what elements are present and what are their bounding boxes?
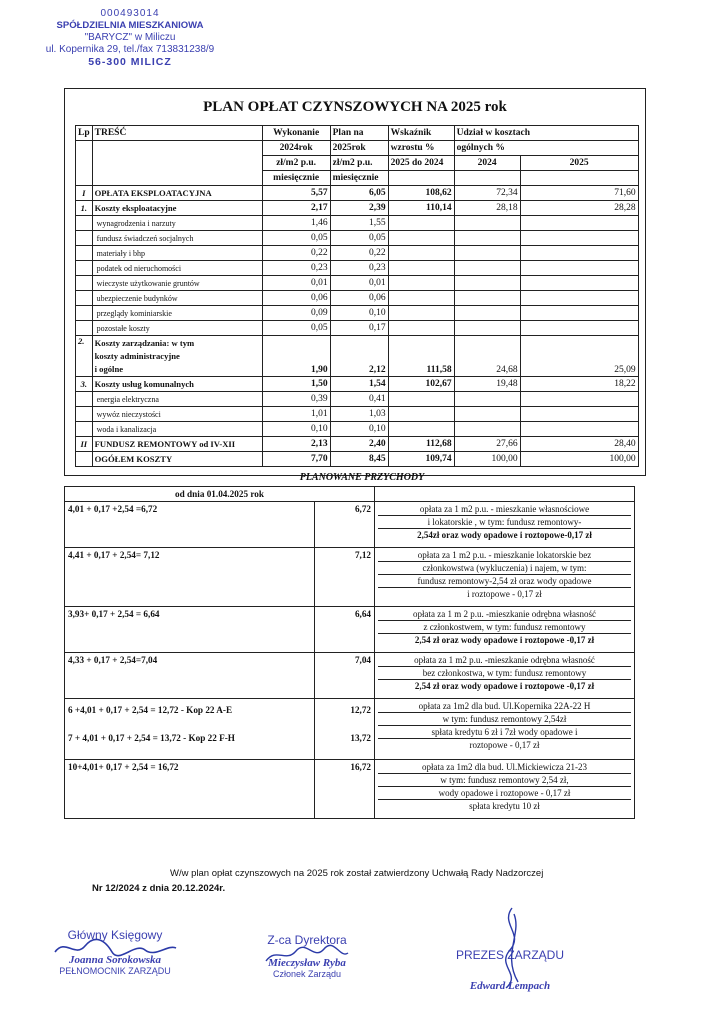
cell-lp: [76, 321, 93, 336]
cell-wsk: [388, 261, 454, 276]
cell-u25: [520, 407, 638, 422]
table-row: [76, 291, 639, 306]
cell-wsk: [388, 231, 454, 246]
header-unit: zł/m2 p.u.: [330, 156, 388, 171]
cost-table: [75, 125, 639, 467]
cell-wsk: [388, 407, 454, 422]
cell-w: 0,01: [262, 276, 330, 291]
signature-role: PREZES ZARZĄDU: [455, 948, 564, 962]
cell-u24: [454, 291, 520, 306]
signature-name: Edward Lempach: [469, 980, 551, 992]
cell-wsk: [388, 246, 454, 261]
cell-wsk: [388, 276, 454, 291]
approval-text: W/w plan opłat czynszowych na 2025 rok został zatwierdzony Uchwałą Rady Nadzorczej: [170, 868, 544, 879]
table-row: [76, 377, 639, 392]
cell-p: 0,01: [330, 276, 388, 291]
cell-p: 0,41: [330, 392, 388, 407]
cell-u24: [454, 276, 520, 291]
cell-p: 1,03: [330, 407, 388, 422]
table-row: [76, 231, 639, 246]
description-line: z członkostwem, w tym: fundusz remontowy: [378, 621, 631, 634]
description-line: wody opadowe i roztopowe - 0,17 zł: [378, 787, 631, 800]
signature-chief-accountant: [40, 928, 190, 976]
cost-plan-box: [64, 88, 646, 476]
cell-lp: 1.: [76, 201, 93, 216]
cell-u25: 28,28: [520, 201, 638, 216]
cell-lp: [76, 306, 93, 321]
cell-name: ubezpieczenie budynków: [92, 291, 262, 306]
description-line: i lokatorskie , w tym: fundusz remontowy-: [378, 516, 631, 529]
handwritten-signature-icon: [50, 936, 180, 960]
description-line: 2,54 zł oraz wody opadowe i roztopowe -0,17 zł: [414, 681, 595, 691]
cell-u25: 28,40: [520, 437, 638, 452]
cell-p: 0,22: [330, 246, 388, 261]
header-tresc: TREŚĆ: [92, 126, 262, 141]
header-wskaznik: Wskaźnik: [388, 126, 454, 141]
cell-u24: [454, 407, 520, 422]
cooperative-stamp: [30, 8, 230, 68]
cell-name: przeglądy kominiarskie: [92, 306, 262, 321]
header-unit: zł/m2 p.u.: [262, 156, 330, 171]
cell-w: 7,70: [262, 452, 330, 467]
cell-lp: [76, 246, 93, 261]
planned-row: [65, 548, 635, 607]
cell-p: 6,05: [330, 186, 388, 201]
signature-role: Z-ca Dyrektora: [267, 933, 347, 947]
table-row: [76, 246, 639, 261]
planned-formula: 3,93+ 0,17 + 2,54 = 6,64: [65, 607, 315, 653]
planned-description: [375, 502, 635, 548]
planned-formula: 4,33 + 0,17 + 2,54=7,04: [65, 653, 315, 699]
cell-w: 0,22: [262, 246, 330, 261]
cell-u24: 27,66: [454, 437, 520, 452]
description-line: opłata za 1m2 dla bud. Ul.Mickiewicza 21-23: [378, 761, 631, 774]
signature-position: PEŁNOMOCNIK ZARZĄDU: [59, 966, 171, 976]
cell-name: Koszty eksploatacyjne: [92, 201, 262, 216]
header-ogolnych: ogólnych %: [454, 141, 638, 156]
signature-position: Członek Zarządu: [272, 969, 342, 979]
cell-w: 1,46: [262, 216, 330, 231]
cell-wsk: [388, 392, 454, 407]
handwritten-signature-icon: [492, 904, 532, 994]
signature-name: Mieczysław Ryba: [268, 957, 346, 969]
cell-w: 2,17: [262, 201, 330, 216]
cell-w: 2,13: [262, 437, 330, 452]
cell-wsk: 112,68: [388, 437, 454, 452]
header-plan: Plan na: [330, 126, 388, 141]
table-row: [76, 321, 639, 336]
cell-u25: [520, 392, 638, 407]
description-line: 2,54zł oraz wody opadowe i roztopowe-0,17 zł: [417, 530, 592, 540]
planned-value: 7,12: [315, 548, 375, 607]
cell-name: podatek od nieruchomości: [92, 261, 262, 276]
cell-lp: [76, 407, 93, 422]
planned-income-table: [64, 486, 635, 819]
table-row: [76, 452, 639, 467]
cell-u24: 28,18: [454, 201, 520, 216]
cell-u24: [454, 246, 520, 261]
table-row: [76, 437, 639, 452]
cell-u24: 19,48: [454, 377, 520, 392]
cell-p: 1,54: [330, 377, 388, 392]
cell-p: 1,55: [330, 216, 388, 231]
signature-role: Główny Księgowy: [67, 928, 163, 942]
description-line: w tym: fundusz remontowy 2,54 zł,: [378, 774, 631, 787]
header-year-2025: 2025: [520, 156, 638, 171]
stamp-city: 56-300 MILICZ: [88, 56, 172, 68]
cell-u24: [454, 392, 520, 407]
planned-row-kopernika: 6 +4,01 + 0,17 + 2,54 = 12,72 - Kop 22 A-E 7 + 4,01 + 0,17 + 2,54 = 13,72 - Kop 22 F-H 12,72 13,72 opłata za 1m2 dla bud. Ul.Kopernika 22A-22 H w tym: fundusz remontowy 2,54zł spłata kredytu 6 zł i 7zł wody opadowe i roztopowe - 0,17 zł: [65, 699, 635, 760]
header-year-2024: 2024: [454, 156, 520, 171]
cell-wsk: 110,14: [388, 201, 454, 216]
table-row: [76, 261, 639, 276]
cell-lp: [76, 276, 93, 291]
cell-p: 0,23: [330, 261, 388, 276]
header-udzial: Udział w kosztach: [454, 126, 638, 141]
cell-lp: [76, 261, 93, 276]
cell-u25: 71,60: [520, 186, 638, 201]
planned-description: [375, 607, 635, 653]
description-line: opłata za 1 m 2 p.u. -mieszkanie odrębna własność: [378, 608, 631, 621]
cell-u25: [520, 306, 638, 321]
planned-value: 6,64: [315, 607, 375, 653]
cell-u24: [454, 261, 520, 276]
cell-lp: II: [76, 437, 93, 452]
description-line: roztopowe - 0,17 zł: [469, 740, 540, 750]
cell-u25: [520, 422, 638, 437]
cell-p: 0,06: [330, 291, 388, 306]
header-wzrostu: wzrostu %: [388, 141, 454, 156]
cell-u24: 72,34: [454, 186, 520, 201]
description-line: spłata kredytu 10 zł: [469, 801, 540, 811]
cell-u25: [520, 291, 638, 306]
approval-resolution: Nr 12/2024 z dnia 20.12.2024r.: [92, 883, 226, 894]
cell-u25: [520, 246, 638, 261]
planned-date: od dnia 01.04.2025 rok: [65, 487, 375, 502]
cell-p: 8,45: [330, 452, 388, 467]
cell-w: 0,23: [262, 261, 330, 276]
description-line: w tym: fundusz remontowy 2,54zł: [378, 713, 631, 726]
cell-name: FUNDUSZ REMONTOWY od IV-XII: [92, 437, 262, 452]
header-lp: Lp: [76, 126, 93, 141]
table-row-management: 2. Koszty zarządzania: w tym koszty administracyjne i ogólne 1,90 2,12 111,58 24,68 25,09: [76, 336, 639, 377]
cell-w: 0,39: [262, 392, 330, 407]
planned-row: [65, 502, 635, 548]
stamp-regon: 000493014: [100, 8, 160, 19]
cell-u24: [454, 216, 520, 231]
planned-formula: 4,01 + 0,17 +2,54 =6,72: [65, 502, 315, 548]
header-wykonanie: Wykonanie: [262, 126, 330, 141]
cell-lp: [76, 422, 93, 437]
cell-p: 2,40: [330, 437, 388, 452]
cell-p: 2,39: [330, 201, 388, 216]
cell-wsk: [388, 422, 454, 437]
cell-lp: 3.: [76, 377, 93, 392]
cell-w: 0,05: [262, 321, 330, 336]
stamp-name2: "BARYCZ" w Miliczu: [84, 32, 176, 43]
planned-income-title: PLANOWANE PRZYCHODY: [299, 472, 425, 483]
description-line: opłata za 1 m2 p.u. - mieszkanie własnościowe: [378, 503, 631, 516]
cell-w: 1,01: [262, 407, 330, 422]
description-line: opłata za 1 m2 p.u. -mieszkanie odrębna własność: [378, 654, 631, 667]
description-line: bez członkostwa, w tym: fundusz remontowy: [378, 667, 631, 680]
planned-date-row: [65, 487, 635, 502]
cell-p: 0,17: [330, 321, 388, 336]
cell-u25: 18,22: [520, 377, 638, 392]
table-row: [76, 407, 639, 422]
cell-u25: [520, 231, 638, 246]
cell-name: pozostałe koszty: [92, 321, 262, 336]
cell-u25: [520, 321, 638, 336]
cell-wsk: 108,62: [388, 186, 454, 201]
cell-name: wieczyste użytkowanie gruntów: [92, 276, 262, 291]
description-line: członkowstwa (wykluczenia) i najem, w tym:: [378, 562, 631, 575]
planned-formula: 4,41 + 0,17 + 2,54= 7,12: [65, 548, 315, 607]
cell-w: 0,10: [262, 422, 330, 437]
table-row: [76, 276, 639, 291]
table-header-row: [76, 126, 639, 141]
cell-name: wywóz nieczystości: [92, 407, 262, 422]
cell-lp: [76, 392, 93, 407]
signature-deputy-director: [232, 933, 382, 979]
description-line: spłata kredytu 6 zł i 7zł wody opadowe i: [378, 726, 631, 739]
cell-lp: [76, 452, 93, 467]
cell-wsk: [388, 321, 454, 336]
planned-description: [375, 548, 635, 607]
description-line: opłata za 1m2 dla bud. Ul.Kopernika 22A-22 H: [378, 700, 631, 713]
cell-u25: [520, 261, 638, 276]
cell-u24: 100,00: [454, 452, 520, 467]
cell-wsk: [388, 291, 454, 306]
table-row: [76, 186, 639, 201]
page-title: PLAN OPŁAT CZYNSZOWYCH NA 2025 rok: [203, 99, 507, 115]
description-line: 2,54 zł oraz wody opadowe i roztopowe -0,17 zł: [414, 635, 595, 645]
cell-w: 0,05: [262, 231, 330, 246]
cell-wsk: [388, 216, 454, 231]
cell-name: woda i kanalizacja: [92, 422, 262, 437]
description-line: i roztopowe - 0,17 zł: [467, 589, 542, 599]
cell-name: fundusz świadczeń socjalnych: [92, 231, 262, 246]
cell-w: 0,09: [262, 306, 330, 321]
cell-name: Koszty usług komunalnych: [92, 377, 262, 392]
cell-lp: [76, 291, 93, 306]
planned-row-mickiewicza: 10+4,01+ 0,17 + 2,54 = 16,72 16,72 opłata za 1m2 dla bud. Ul.Mickiewicza 21-23 w tym: fundusz remontowy 2,54 zł, wody opadowe i roztopowe - 0,17 zł spłata kredytu 10 zł: [65, 760, 635, 819]
cell-wsk: [388, 306, 454, 321]
planned-value: 6,72: [315, 502, 375, 548]
stamp-name: SPÓŁDZIELNIA MIESZKANIOWA: [56, 20, 204, 31]
table-header-row: [76, 141, 639, 156]
cell-name: OGÓŁEM KOSZTY: [92, 452, 262, 467]
cell-w: 1,50: [262, 377, 330, 392]
stamp-address: ul. Kopernika 29, tel./fax 713831238/9: [45, 44, 215, 55]
cell-u25: [520, 276, 638, 291]
planned-row: [65, 607, 635, 653]
cell-name: energia elektryczna: [92, 392, 262, 407]
header-2024rok: 2024rok: [262, 141, 330, 156]
cell-u25: 100,00: [520, 452, 638, 467]
cell-u24: [454, 321, 520, 336]
cell-wsk: 109,74: [388, 452, 454, 467]
header-monthly: miesięcznie: [330, 171, 388, 186]
header-wzr-years: 2025 do 2024: [388, 156, 454, 171]
cell-u25: [520, 216, 638, 231]
cell-w: 0,06: [262, 291, 330, 306]
planned-row: [65, 653, 635, 699]
table-row: [76, 306, 639, 321]
cell-lp: [76, 231, 93, 246]
description-line: fundusz remontowy-2,54 zł oraz wody opadowe: [378, 575, 631, 588]
cell-u24: [454, 231, 520, 246]
header-monthly: miesięcznie: [262, 171, 330, 186]
cell-p: 0,10: [330, 306, 388, 321]
header-2025rok: 2025rok: [330, 141, 388, 156]
cell-u24: [454, 422, 520, 437]
cell-name: OPŁATA EKSPLOATACYJNA: [92, 186, 262, 201]
table-row: [76, 422, 639, 437]
description-line: opłata za 1 m2 p.u. - mieszkanie lokatorskie bez: [378, 549, 631, 562]
planned-value: 7,04: [315, 653, 375, 699]
cell-lp: [76, 216, 93, 231]
cell-u24: [454, 306, 520, 321]
cell-p: 0,05: [330, 231, 388, 246]
table-row: [76, 392, 639, 407]
handwritten-signature-icon: [262, 943, 352, 967]
cell-w: 5,57: [262, 186, 330, 201]
cell-p: 0,10: [330, 422, 388, 437]
cell-name: materiały i bhp: [92, 246, 262, 261]
signature-president: [430, 948, 590, 992]
cell-wsk: 102,67: [388, 377, 454, 392]
planned-description: [375, 653, 635, 699]
cell-lp: I: [76, 186, 93, 201]
table-row: [76, 216, 639, 231]
cell-name: wynagrodzenia i narzuty: [92, 216, 262, 231]
table-row: [76, 201, 639, 216]
signature-name: Joanna Sorokowska: [68, 954, 161, 966]
